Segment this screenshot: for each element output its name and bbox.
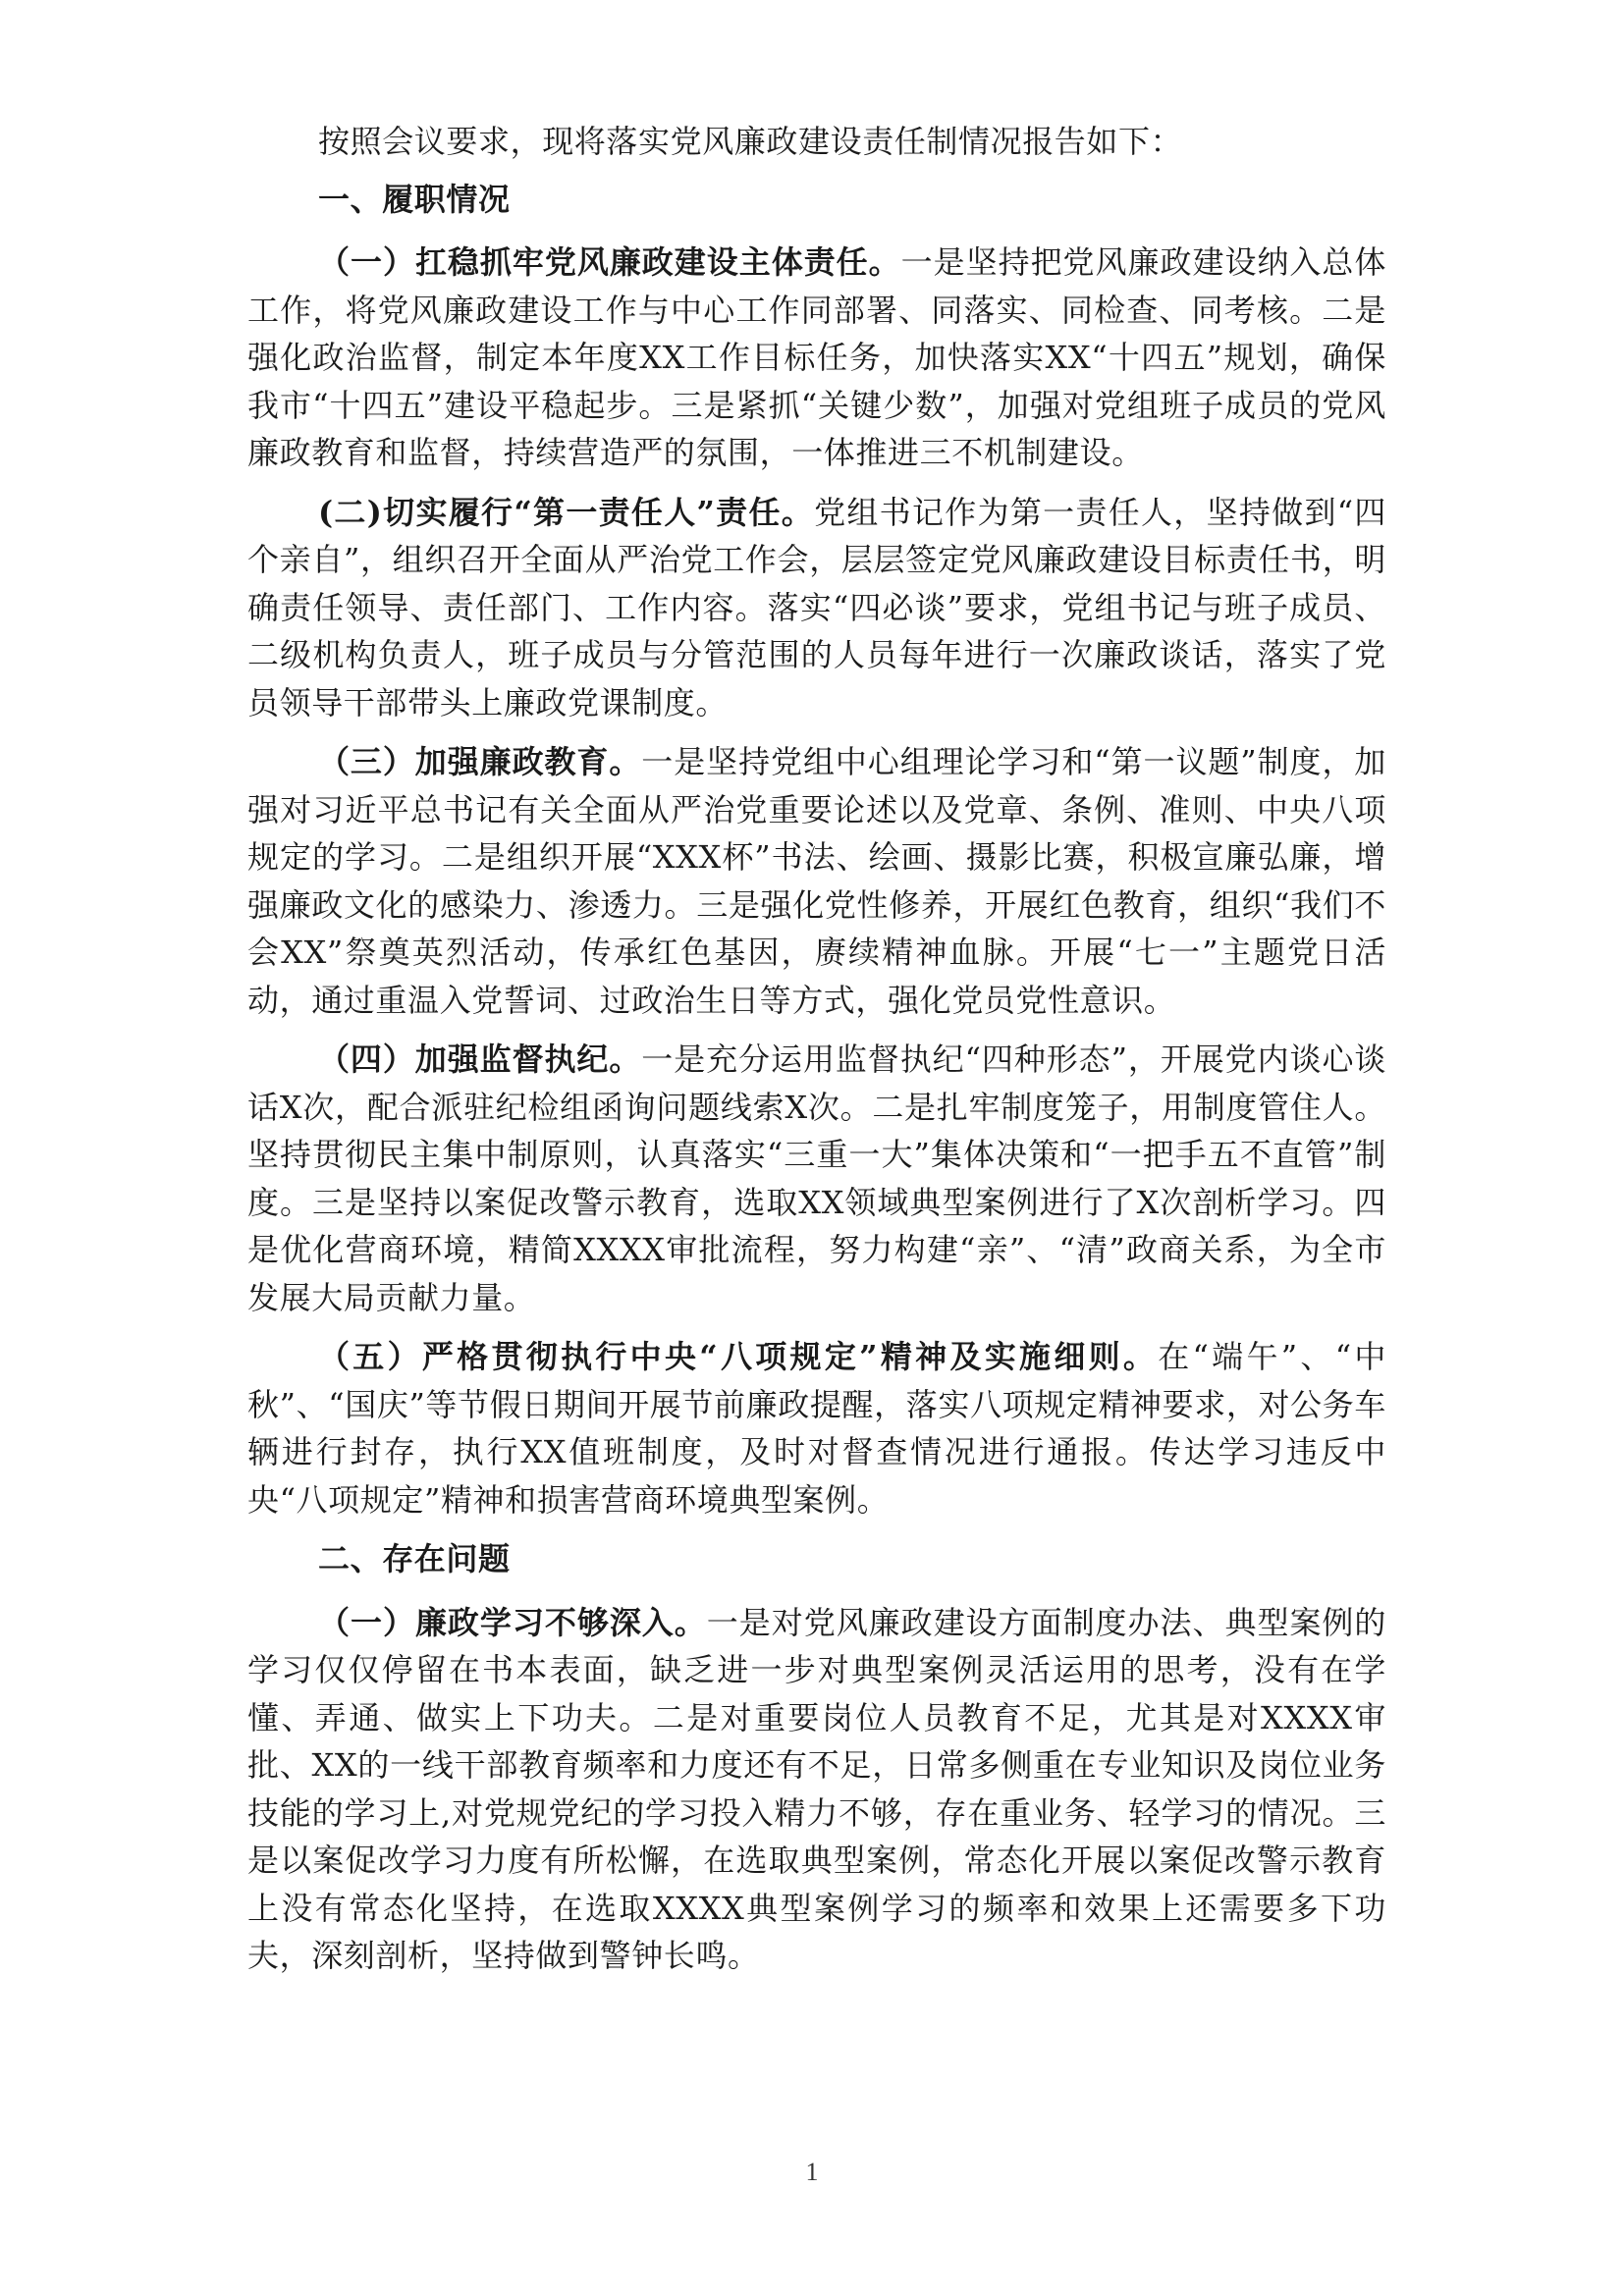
paragraph-1-5 <box>247 1333 1386 1523</box>
paragraph-1-1 <box>247 239 1386 477</box>
paragraph-text: 一是坚持把党风廉政建设纳入总体工作，将党风廉政建设工作与中心工作同部署、同落实、同检查、同考核。二是强化政治监督，制定本年度XX工作目标任务，加快落实XX“十四五”规划，确保我市“十四五”建设平稳起步。三是紧抓“关键少数”，加强对党组班子成员的党风廉政教育和监督，持续营造严的氛围，一体推进三不机制建设。 <box>247 243 1386 471</box>
paragraph-lead: （五）严格贯彻执行中央“八项规定”精神及实施细则。 <box>318 1338 1159 1375</box>
paragraph-text: 党组书记作为第一责任人，坚持做到“四个亲自”，组织召开全面从严治党工作会，层层签定党风廉政建设目标责任书，明确责任领导、责任部门、工作内容。落实“四必谈”要求，党组书记与班子成员、二级机构负责人，班子成员与分管范围的人员每年进行一次廉政谈话，落实了党员领导干部带头上廉政党课制度。 <box>247 493 1386 721</box>
paragraph-lead: （四）加强监督执纪。 <box>318 1041 642 1078</box>
section-heading-2: 二、存在问题 <box>318 1540 511 1577</box>
paragraph-lead: （一）廉政学习不够深入。 <box>318 1603 707 1641</box>
paragraph-2-1 <box>247 1599 1386 1980</box>
paragraph-text: 一是坚持党组中心组理论学习和“第一议题”制度，加强对习近平总书记有关全面从严治党重要论述以及党章、条例、准则、中央八项规定的学习。二是组织开展“XXX杯”书法、绘画、摄影比赛，积极宣廉弘廉，增强廉政文化的感染力、渗透力。三是强化党性修养，开展红色教育，组织“我们不会XX”祭奠英烈活动，传承红色基因，赓续精神血脉。开展“七一”主题党日活动，通过重温入党誓词、过政治生日等方式，强化党员党性意识。 <box>247 743 1386 1019</box>
document-body <box>247 118 1386 1992</box>
section-heading-1: 一、履职情况 <box>318 180 511 218</box>
paragraph-text: 一是对党风廉政建设方面制度办法、典型案例的学习仅仅停留在书本表面，缺乏进一步对典型案例灵活运用的思考，没有在学懂、弄通、做实上下功夫。二是对重要岗位人员教育不足，尤其是对XXXX审批、XX的一线干部教育频率和力度还有不足，日常多侧重在专业知识及岗位业务技能的学习上,对党规党纪的学习投入精力不够，存在重业务、轻学习的情况。三是以案促改学习力度有所松懈，在选取典型案例，常态化开展以案促改警示教育上没有常态化坚持，在选取XXXX典型案例学习的频率和效果上还需要多下功夫，深刻剖析，坚持做到警钟长鸣。 <box>247 1603 1386 1974</box>
paragraph-text: 一是充分运用监督执纪“四种形态”，开展党内谈心谈话X次，配合派驻纪检组函询问题线索X次。二是扎牢制度笼子，用制度管住人。坚持贯彻民主集中制原则，认真落实“三重一大”集体决策和“一把手五不直管”制度。三是坚持以案促改警示教育，选取XX领域典型案例进行了X次剖析学习。四是优化营商环境，精简XXXX审批流程，努力构建“亲”、“清”政商关系，为全市发展大局贡献力量。 <box>247 1041 1386 1316</box>
paragraph-1-2 <box>247 489 1386 727</box>
paragraph-1-3 <box>247 738 1386 1024</box>
paragraph-lead: (二)切实履行“第一责任人”责任。 <box>318 493 815 531</box>
paragraph-lead: （三）加强廉政教育。 <box>318 743 642 780</box>
paragraph-1-4 <box>247 1036 1386 1321</box>
paragraph-text: 在“端午”、“中秋”、“国庆”等节假日期间开展节前廉政提醒，落实八项规定精神要求，对公务车辆进行封存，执行XX值班制度，及时对督查情况进行通报。传达学习违反中央“八项规定”精神和损害营商环境典型案例。 <box>247 1338 1386 1519</box>
intro-paragraph: 按照会议要求，现将落实党风廉政建设责任制情况报告如下： <box>318 123 1183 160</box>
page-number: 1 <box>805 2158 819 2186</box>
paragraph-lead: （一）扛稳抓牢党风廉政建设主体责任。 <box>318 243 901 281</box>
